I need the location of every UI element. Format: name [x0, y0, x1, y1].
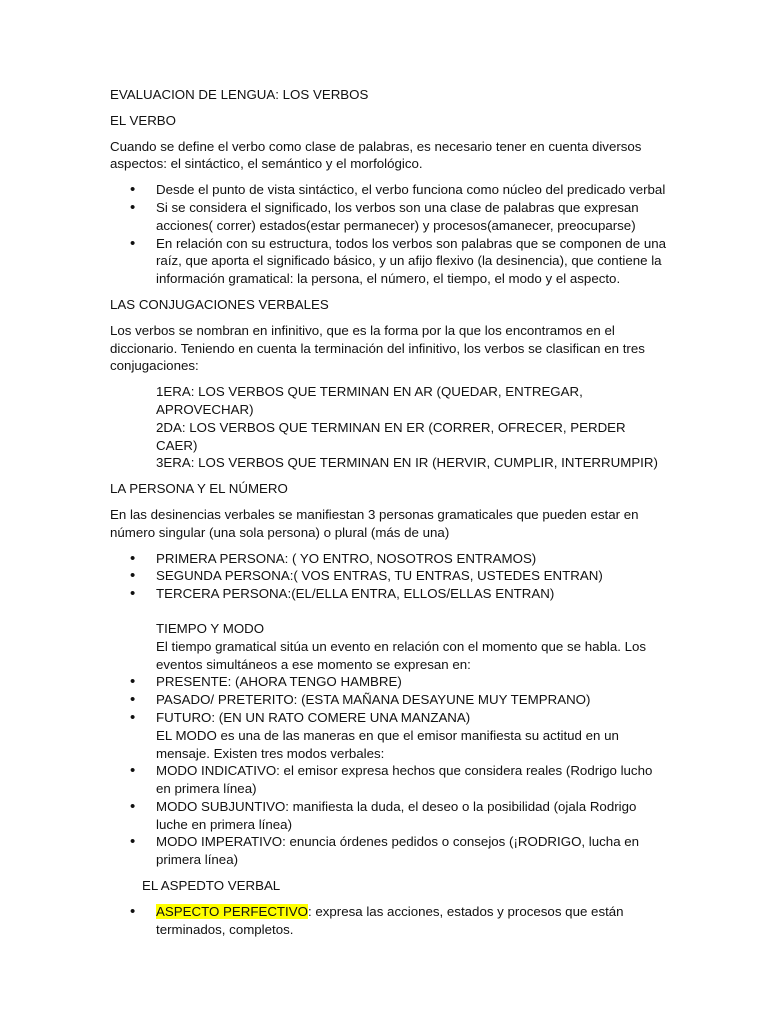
list-item: • TERCERA PERSONA:(EL/ELLA ENTRA, ELLOS/ELLAS ENTRAN): [110, 585, 670, 603]
conjugation-item: 2DA: LOS VERBOS QUE TERMINAN EN ER (CORRER, OFRECER, PERDER CAER): [156, 419, 626, 453]
conjugation-item: 3ERA: LOS VERBOS QUE TERMINAN EN IR (HERVIR, CUMPLIR, INTERRUMPIR): [156, 455, 658, 471]
paragraph-modo-intro: EL MODO es una de las maneras en que el emisor manifiesta su actitud en un mensaje. Existen tres modos verbales:: [156, 727, 619, 761]
conjugation-item: 1ERA: LOS VERBOS QUE TERMINAN EN AR (QUEDAR, ENTREGAR, APROVECHAR): [156, 384, 583, 417]
list-verbo: [110, 181, 670, 288]
list-item: • MODO SUBJUNTIVO: manifiesta la duda, el deseo o la posibilidad (ojala Rodrigo luche en primera línea): [110, 798, 670, 834]
heading-el-verbo: EL VERBO: [110, 112, 177, 128]
list-item: • Desde el punto de vista sintáctico, el verbo funciona como núcleo del predicado verbal: [110, 181, 670, 199]
document-title: EVALUACION DE LENGUA: LOS VERBOS: [110, 87, 369, 102]
list-modo: [110, 762, 670, 869]
heading-aspecto-verbal: EL ASPEDTO VERBAL: [142, 878, 281, 894]
list-aspecto: [110, 903, 670, 939]
list-item-text: : expresa las acciones, estados y procesos que están terminados, completos.: [156, 903, 624, 937]
paragraph-persona-intro: En las desinencias verbales se manifiestan 3 personas gramaticales que pueden estar en número singular (una sola persona) o plural (más de una): [110, 506, 639, 540]
list-persona: [110, 550, 670, 603]
document-body: [110, 86, 670, 946]
blank-line: [110, 603, 670, 620]
list-item: • PASADO/ PRETERITO: (ESTA MAÑANA DESAYUNE MUY TEMPRANO): [110, 691, 670, 709]
heading-tiempo-modo: TIEMPO Y MODO: [156, 620, 265, 636]
heading-conjugaciones: LAS CONJUGACIONES VERBALES: [110, 296, 329, 312]
paragraph-tiempo-intro: El tiempo gramatical sitúa un evento en relación con el momento que se habla. Los eventos simultáneos a ese momento se expresan en:: [156, 638, 647, 672]
conjugation-list: [110, 383, 670, 472]
paragraph-conjugaciones-intro: Los verbos se nombran en infinitivo, que es la forma por la que los encontramos en el diccionario. Teniendo en cuenta la terminación del infinitivo, los verbos se clasifican en tres conjugaciones:: [110, 322, 645, 374]
list-item: [110, 903, 670, 939]
list-item: • FUTURO: (EN UN RATO COMERE UNA MANZANA): [110, 709, 670, 727]
list-item: • MODO IMPERATIVO: enuncia órdenes pedidos o consejos (¡RODRIGO, lucha en primera línea): [110, 833, 670, 869]
heading-persona-numero: LA PERSONA Y EL NÚMERO: [110, 481, 288, 497]
highlighted-term: ASPECTO PERFECTIVO: [156, 903, 308, 919]
list-item: • PRIMERA PERSONA: ( YO ENTRO, NOSOTROS ENTRAMOS): [110, 550, 670, 568]
list-item: • PRESENTE: (AHORA TENGO HAMBRE): [110, 673, 670, 691]
list-item: • MODO INDICATIVO: el emisor expresa hechos que considera reales (Rodrigo lucho en primera línea): [110, 762, 670, 798]
list-item: • SEGUNDA PERSONA:( VOS ENTRAS, TU ENTRAS, USTEDES ENTRAN): [110, 567, 670, 585]
list-item: • Si se considera el significado, los verbos son una clase de palabras que expresan acciones( correr) estados(estar permanecer) y procesos(amanecer, preocuparse): [110, 199, 670, 235]
paragraph-verbo-intro: Cuando se define el verbo como clase de palabras, es necesario tener en cuenta diversos aspectos: el sintáctico, el semántico y el morfológico.: [110, 138, 642, 172]
list-tiempo: [110, 673, 670, 726]
list-item: • En relación con su estructura, todos los verbos son palabras que se componen de una raíz, que aporta el significado básico, y un afijo flexivo (la desinencia), que contiene la información gramatical: la persona, el número, el tiempo, el modo y el aspecto.: [110, 235, 670, 288]
